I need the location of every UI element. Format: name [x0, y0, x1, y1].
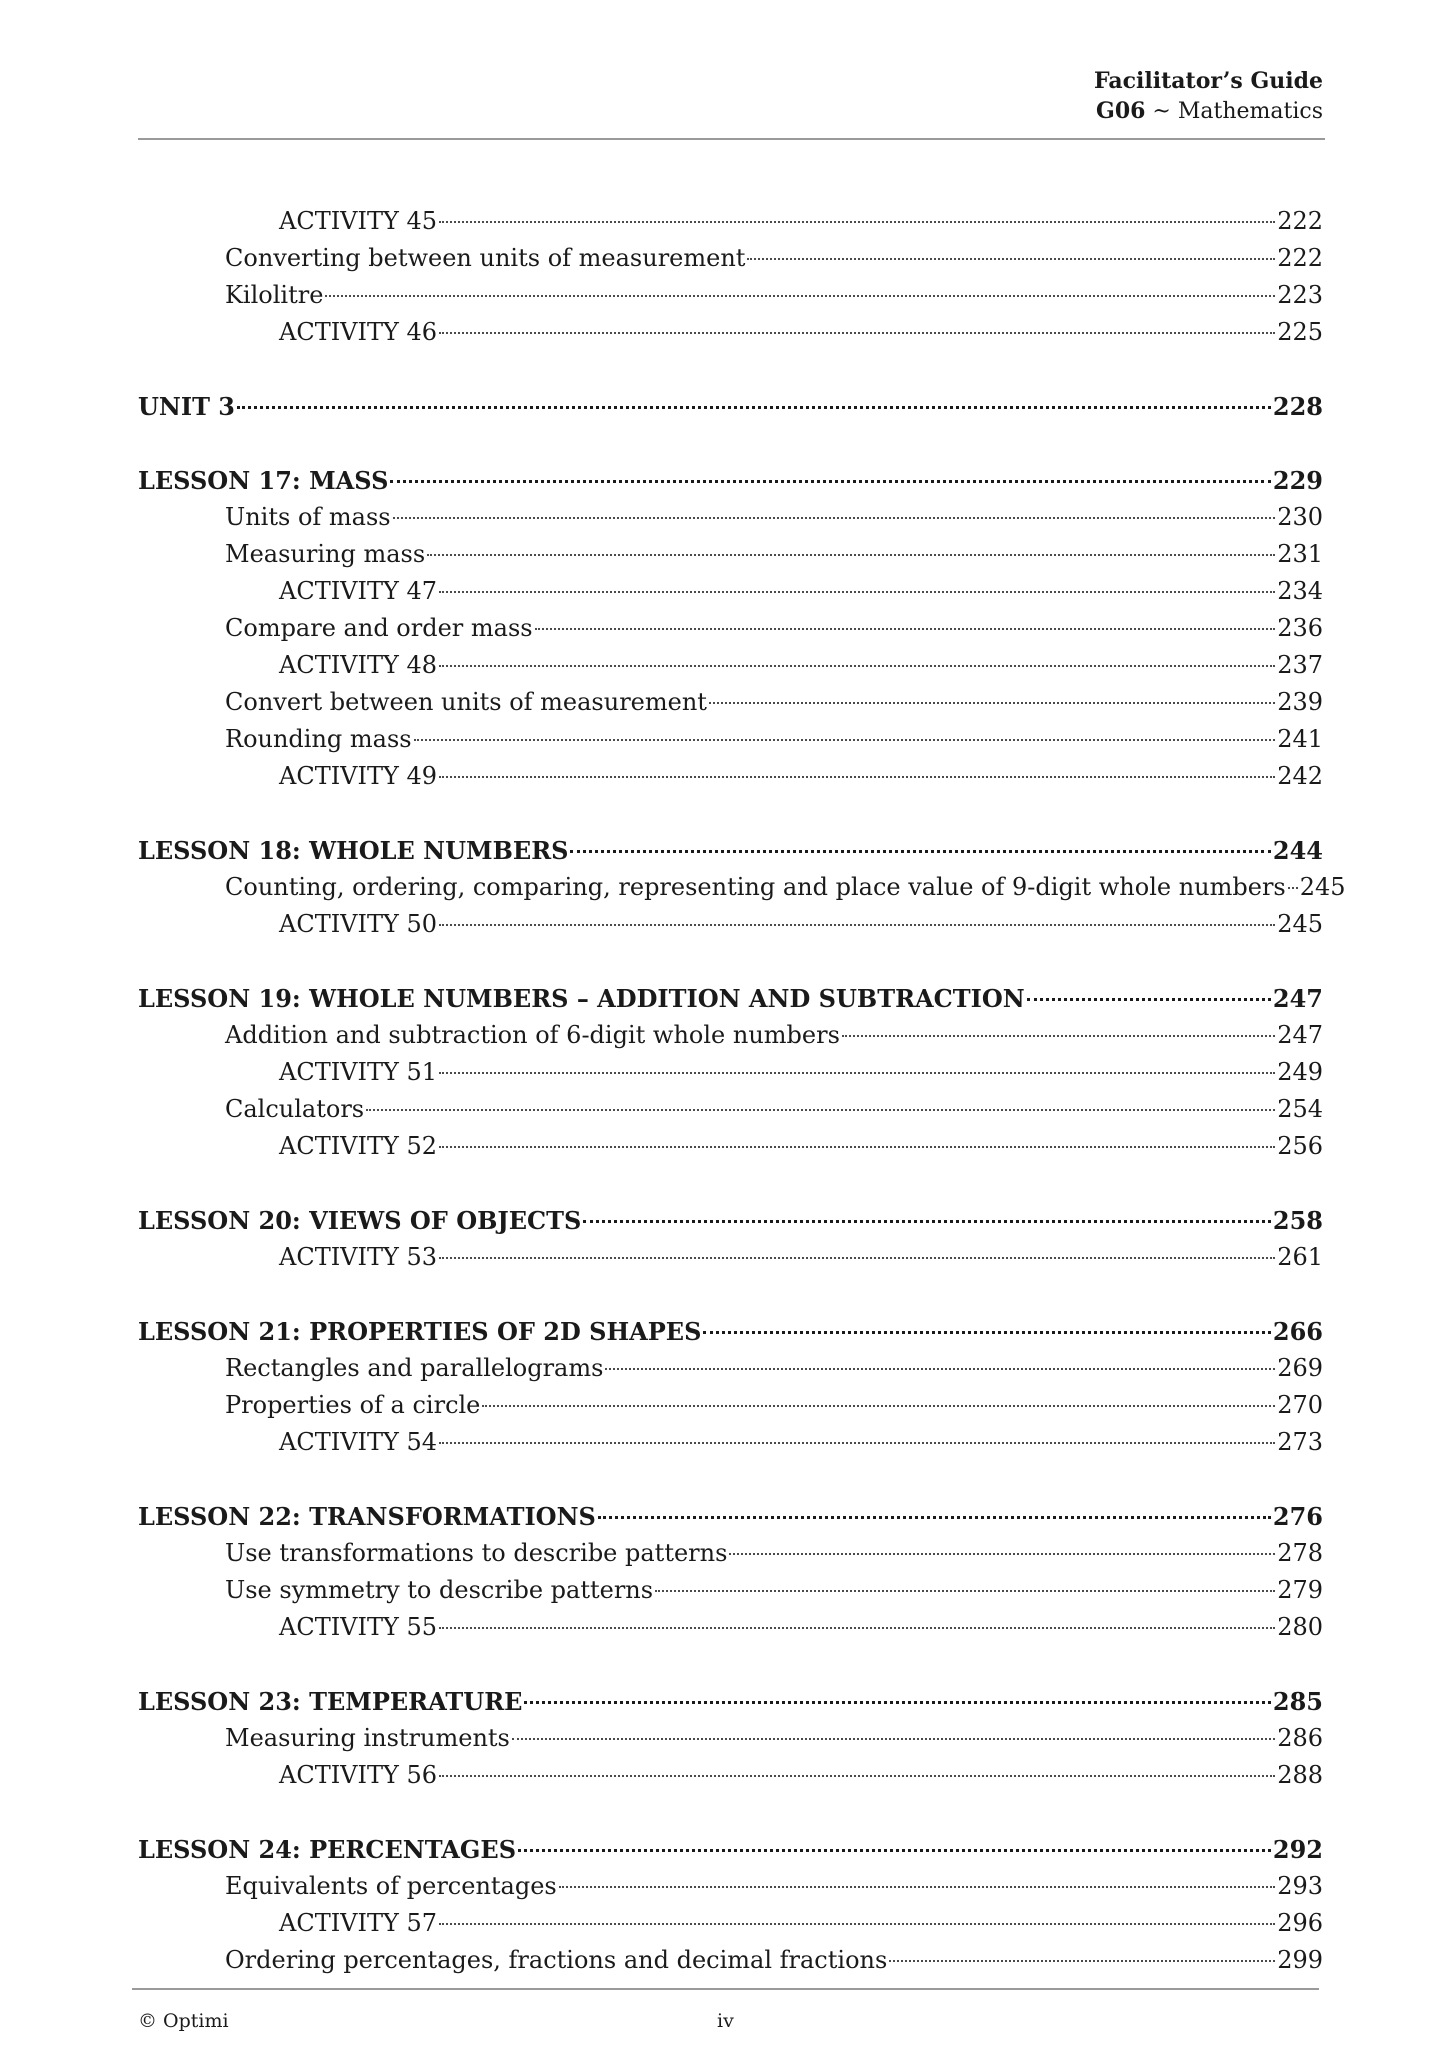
toc-entry-page-number: 244 [1272, 836, 1323, 865]
dot-leader [439, 1775, 1275, 1777]
toc-entry-page-number: 225 [1277, 318, 1323, 346]
toc-activity-entry[interactable] [138, 314, 1323, 351]
toc-entry-page-number: 254 [1277, 1095, 1323, 1123]
toc-activity-entry[interactable] [138, 1609, 1323, 1646]
toc-entry-label: Rectangles and parallelograms [225, 1354, 604, 1382]
toc-entry-page-number: 222 [1277, 244, 1323, 272]
toc-entry-label: LESSON 18: WHOLE NUMBERS [138, 836, 569, 865]
dot-leader [439, 332, 1275, 334]
toc-entry-page-number: 286 [1277, 1724, 1323, 1752]
dot-leader [512, 1738, 1275, 1740]
toc-entry-page-number: 245 [1299, 873, 1346, 901]
toc-heading-entry[interactable] [138, 1498, 1323, 1535]
toc-section-entry[interactable] [138, 240, 1323, 277]
toc-entry-label: LESSON 19: WHOLE NUMBERS – ADDITION AND SUBTRACTION [138, 984, 1025, 1013]
toc-entry-page-number: 288 [1277, 1761, 1323, 1789]
dot-leader [439, 1923, 1275, 1925]
dot-leader [1027, 998, 1271, 1001]
toc-entry-label: Compare and order mass [225, 614, 533, 642]
toc-entry-label: LESSON 24: PERCENTAGES [138, 1835, 517, 1864]
toc-section-entry[interactable] [138, 1868, 1323, 1905]
dot-leader [655, 1590, 1275, 1592]
toc-section-entry[interactable] [138, 1942, 1323, 1979]
toc-heading-entry[interactable] [138, 1831, 1323, 1868]
toc-activity-entry[interactable] [138, 1128, 1323, 1165]
toc-entry-label: Equivalents of percentages [225, 1872, 557, 1900]
dot-leader [729, 1553, 1275, 1555]
dot-leader [427, 554, 1275, 556]
dot-leader [414, 739, 1276, 741]
dot-leader [439, 924, 1275, 926]
toc-entry-label: Kilolitre [225, 281, 324, 309]
toc-entry-label: ACTIVITY 50 [279, 910, 438, 938]
toc-entry-page-number: 296 [1277, 1909, 1323, 1937]
toc-section-entry[interactable] [138, 1572, 1323, 1609]
dot-leader [535, 628, 1276, 630]
dot-leader [570, 850, 1270, 853]
toc-heading-entry[interactable] [138, 1683, 1323, 1720]
toc-entry-page-number: 292 [1272, 1835, 1323, 1864]
toc-activity-entry[interactable] [138, 906, 1323, 943]
toc-entry-page-number: 261 [1277, 1243, 1323, 1271]
toc-section-entry[interactable] [138, 1535, 1323, 1572]
toc-entry-label: Converting between units of measurement [225, 244, 746, 272]
toc-section-entry[interactable] [138, 869, 1346, 906]
toc-entry-label: LESSON 17: MASS [138, 466, 389, 495]
toc-entry-page-number: 222 [1277, 207, 1323, 235]
toc-entry-label: ACTIVITY 51 [279, 1058, 438, 1086]
toc-entry-label: ACTIVITY 49 [279, 762, 438, 790]
toc-section-entry[interactable] [138, 684, 1323, 721]
table-of-contents [138, 203, 1346, 1979]
toc-entry-page-number: 229 [1272, 466, 1323, 495]
toc-entry-label: UNIT 3 [138, 392, 236, 421]
dot-leader [1288, 887, 1298, 889]
toc-entry-label: Addition and subtraction of 6-digit whole numbers [225, 1021, 840, 1049]
toc-entry-page-number: 242 [1277, 762, 1323, 790]
toc-entry-label: ACTIVITY 46 [279, 318, 438, 346]
toc-section-entry[interactable] [138, 610, 1323, 647]
toc-activity-entry[interactable] [138, 1424, 1323, 1461]
dot-leader [393, 517, 1276, 519]
dot-leader [598, 1516, 1271, 1519]
toc-section-entry[interactable] [138, 1387, 1323, 1424]
dot-leader [366, 1109, 1275, 1111]
toc-entry-label: LESSON 21: PROPERTIES OF 2D SHAPES [138, 1317, 702, 1346]
dot-leader [559, 1886, 1275, 1888]
toc-entry-label: ACTIVITY 47 [279, 577, 438, 605]
toc-entry-label: Use symmetry to describe patterns [225, 1576, 654, 1604]
dot-leader [439, 665, 1275, 667]
subtitle-separator: ~ [1145, 99, 1178, 124]
toc-entry-page-number: 241 [1277, 725, 1323, 753]
toc-entry-page-number: 230 [1277, 503, 1323, 531]
toc-activity-entry[interactable] [138, 1905, 1323, 1942]
toc-activity-entry[interactable] [138, 647, 1323, 684]
toc-entry-label: Ordering percentages, fractions and decimal fractions [225, 1946, 888, 1974]
page-header [1094, 66, 1323, 127]
toc-entry-label: LESSON 20: VIEWS OF OBJECTS [138, 1206, 582, 1235]
toc-heading-entry[interactable] [138, 462, 1323, 499]
dot-leader [439, 776, 1275, 778]
toc-entry-page-number: 247 [1272, 984, 1323, 1013]
toc-entry-page-number: 293 [1277, 1872, 1323, 1900]
toc-entry-page-number: 245 [1277, 910, 1323, 938]
toc-entry-label: ACTIVITY 54 [279, 1428, 438, 1456]
toc-entry-label: ACTIVITY 55 [279, 1613, 438, 1641]
toc-heading-entry[interactable] [138, 980, 1323, 1017]
toc-entry-page-number: 228 [1272, 392, 1323, 421]
toc-activity-entry[interactable] [138, 203, 1323, 240]
toc-entry-label: Units of mass [225, 503, 391, 531]
dot-leader [390, 480, 1270, 483]
toc-entry-label: LESSON 22: TRANSFORMATIONS [138, 1502, 596, 1531]
toc-entry-page-number: 237 [1277, 651, 1323, 679]
toc-entry-page-number: 270 [1277, 1391, 1323, 1419]
toc-section-entry[interactable] [138, 499, 1323, 536]
toc-entry-label: Measuring instruments [225, 1724, 510, 1752]
toc-entry-page-number: 236 [1277, 614, 1323, 642]
grade-code: G06 [1096, 98, 1146, 124]
dot-leader [889, 1960, 1275, 1962]
toc-section-entry[interactable] [138, 1017, 1323, 1054]
toc-entry-page-number: 285 [1272, 1687, 1323, 1716]
dot-leader [439, 1257, 1275, 1259]
toc-heading-entry[interactable] [138, 832, 1323, 869]
toc-activity-entry[interactable] [138, 1757, 1323, 1794]
toc-entry-label: ACTIVITY 53 [279, 1243, 438, 1271]
footer-divider [132, 1988, 1319, 1990]
dot-leader [703, 1331, 1270, 1334]
toc-heading-entry[interactable] [138, 388, 1323, 425]
toc-section-entry[interactable] [138, 721, 1323, 758]
dot-leader [709, 702, 1275, 704]
toc-entry-page-number: 273 [1277, 1428, 1323, 1456]
toc-entry-label: ACTIVITY 52 [279, 1132, 438, 1160]
dot-leader [237, 406, 1271, 409]
dot-leader [747, 258, 1275, 260]
dot-leader [439, 221, 1275, 223]
toc-entry-label: ACTIVITY 45 [279, 207, 438, 235]
toc-entry-label: Calculators [225, 1095, 365, 1123]
toc-entry-page-number: 231 [1277, 540, 1323, 568]
toc-entry-page-number: 279 [1277, 1576, 1323, 1604]
header-divider [138, 138, 1325, 140]
toc-entry-label: Counting, ordering, comparing, representing and place value of 9-digit whole numbers [225, 873, 1286, 901]
toc-entry-page-number: 256 [1277, 1132, 1323, 1160]
toc-activity-entry[interactable] [138, 1239, 1323, 1276]
dot-leader [605, 1368, 1275, 1370]
page-number: iv [717, 2010, 734, 2032]
dot-leader [482, 1405, 1275, 1407]
toc-entry-label: ACTIVITY 57 [279, 1909, 438, 1937]
toc-entry-label: ACTIVITY 56 [279, 1761, 438, 1789]
toc-entry-page-number: 276 [1272, 1502, 1323, 1531]
toc-entry-page-number: 249 [1277, 1058, 1323, 1086]
dot-leader [439, 1072, 1275, 1074]
dot-leader [325, 295, 1275, 297]
dot-leader [439, 1627, 1275, 1629]
dot-leader [439, 591, 1275, 593]
dot-leader [524, 1701, 1270, 1704]
toc-entry-label: Convert between units of measurement [225, 688, 707, 716]
dot-leader [439, 1442, 1275, 1444]
toc-heading-entry[interactable] [138, 1202, 1323, 1239]
toc-entry-label: Properties of a circle [225, 1391, 481, 1419]
toc-activity-entry[interactable] [138, 573, 1323, 610]
toc-entry-page-number: 266 [1272, 1317, 1323, 1346]
toc-entry-page-number: 280 [1277, 1613, 1323, 1641]
document-subtitle [1094, 96, 1323, 127]
toc-activity-entry[interactable] [138, 1054, 1323, 1091]
toc-section-entry[interactable] [138, 277, 1323, 314]
toc-entry-page-number: 278 [1277, 1539, 1323, 1567]
toc-entry-page-number: 234 [1277, 577, 1323, 605]
toc-entry-page-number: 223 [1277, 281, 1323, 309]
toc-entry-label: Use transformations to describe patterns [225, 1539, 728, 1567]
toc-section-entry[interactable] [138, 1350, 1323, 1387]
dot-leader [518, 1849, 1271, 1852]
toc-entry-page-number: 299 [1277, 1946, 1323, 1974]
dot-leader [842, 1035, 1275, 1037]
toc-entry-page-number: 258 [1272, 1206, 1323, 1235]
copyright-notice: © Optimi [138, 2010, 229, 2032]
toc-entry-label: Measuring mass [225, 540, 426, 568]
toc-entry-page-number: 239 [1277, 688, 1323, 716]
document-title: Facilitator’s Guide [1093, 68, 1323, 94]
toc-entry-page-number: 247 [1277, 1021, 1323, 1049]
toc-section-entry[interactable] [138, 536, 1323, 573]
toc-entry-page-number: 269 [1277, 1354, 1323, 1382]
dot-leader [583, 1220, 1271, 1223]
toc-entry-label: Rounding mass [225, 725, 412, 753]
toc-entry-label: ACTIVITY 48 [279, 651, 438, 679]
subject-name: Mathematics [1177, 99, 1323, 124]
toc-section-entry[interactable] [138, 1720, 1323, 1757]
toc-entry-label: LESSON 23: TEMPERATURE [138, 1687, 523, 1716]
dot-leader [439, 1146, 1275, 1148]
toc-section-entry[interactable] [138, 1091, 1323, 1128]
toc-activity-entry[interactable] [138, 758, 1323, 795]
toc-heading-entry[interactable] [138, 1313, 1323, 1350]
